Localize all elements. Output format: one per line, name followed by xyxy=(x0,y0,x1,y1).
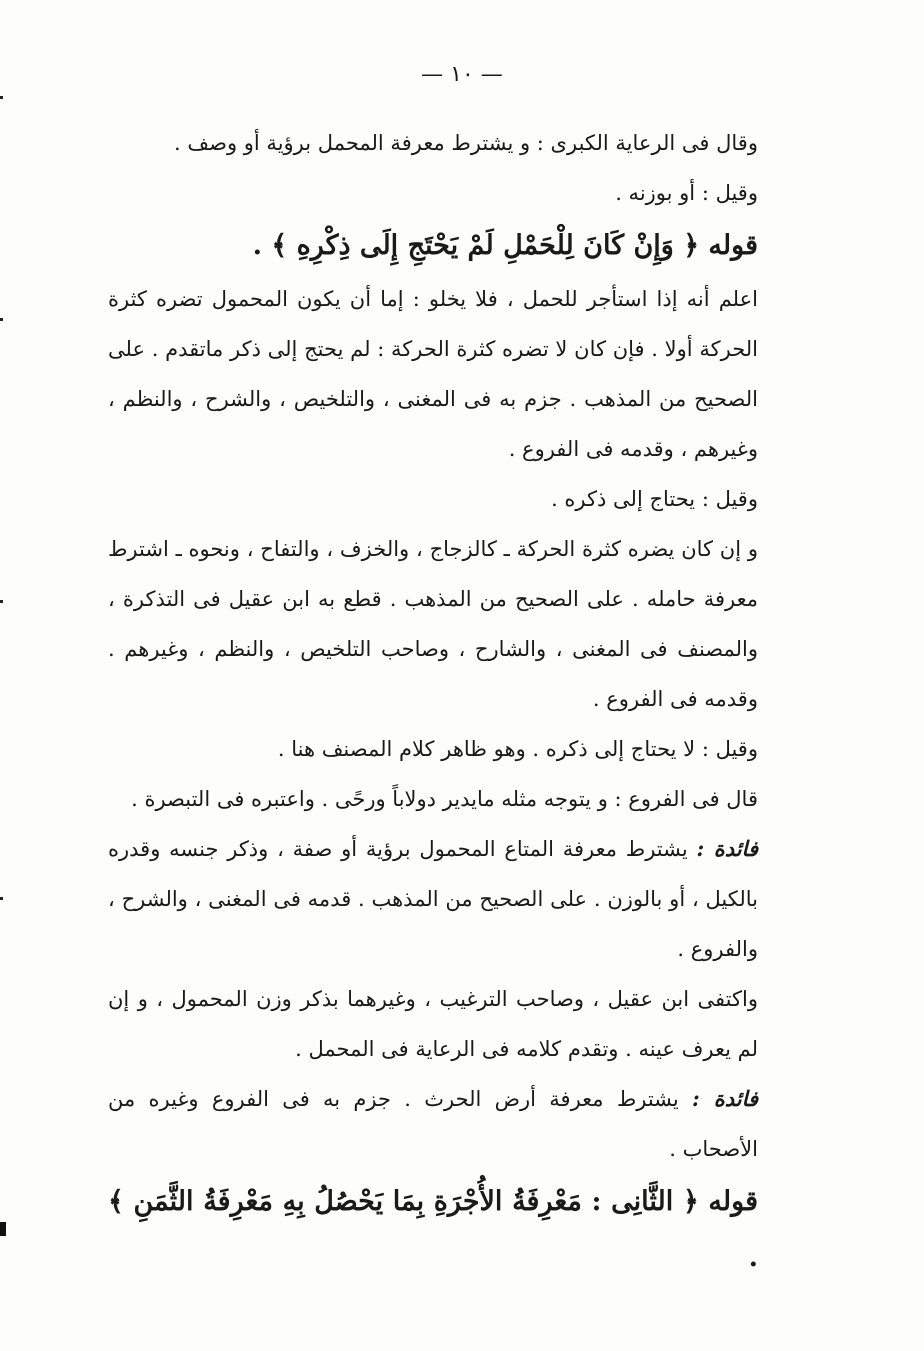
paragraph-haraka: اعلم أنه إذا استأجر للحمل ، فلا يخلو : إما أن يكون المحمول تضره كثرة الحركة أولا . فإن كان لا تضره كثرة الحركة : لم يحتج إلى ذكر ماتقدم . على الصحيح من المذهب . جزم به فى المغنى ، والتلخيص ، والشرح ، والنظم ، وغيرهم ، وقدمه فى الفروع . xyxy=(108,287,758,461)
paragraph-yahtaj: وقيل : يحتاج إلى ذكره . xyxy=(551,487,758,511)
paragraph-faida-harth xyxy=(108,1074,758,1174)
paragraph-la-yahtaj: وقيل : لا يحتاج إلى ذكره . وهو ظاهر كلام المصنف هنا . xyxy=(277,737,758,761)
scan-edge-mark xyxy=(0,897,3,900)
scan-edge-block xyxy=(0,1222,6,1236)
paragraph-faida-mataa xyxy=(108,824,758,974)
paragraph-wazn: وقيل : أو بوزنه . xyxy=(615,181,758,205)
paragraph-zujaj: و إن كان يضره كثرة الحركة ـ كالزجاج ، والخزف ، والتفاح ، ونحوه ـ اشترط معرفة حامله . على الصحيح من المذهب . قطع به ابن عقيل فى التذكرة ، والمصنف فى المغنى ، والشارح ، وصاحب التلخيص ، والنظم ، وغيرهم . وقدمه فى الفروع . xyxy=(108,537,758,711)
quote-heading-haml: قوله ﴿ وَإِنْ كَانَ لِلْحَمْلِ لَمْ يَحْتَجِ إِلَى ذِكْرِهِ ﴾ . xyxy=(252,230,758,261)
scan-edge-mark xyxy=(0,600,3,603)
scan-edge-mark xyxy=(0,96,3,99)
scan-edge-mark xyxy=(0,318,3,321)
page-number: — ١٠ — xyxy=(421,62,503,87)
page-body xyxy=(108,118,758,1286)
faida-text: يشترط معرفة المتاع المحمول برؤية أو صفة ، وذكر جنسه وقدره بالكيل ، أو بالوزن . على الصحيح من المذهب . قدمه فى المغنى ، والشرح ، والفروع . xyxy=(108,837,758,961)
faida-label: فائدة : xyxy=(696,836,758,861)
paragraph-riaya-kubra: وقال فى الرعاية الكبرى : و يشترط معرفة المحمل برؤية أو وصف . xyxy=(174,131,758,155)
faida-label: فائدة : xyxy=(692,1086,759,1111)
paragraph-ibn-aqil: واكتفى ابن عقيل ، وصاحب الترغيب ، وغيرهما بذكر وزن المحمول ، و إن لم يعرف عينه . وتقدم كلامه فى الرعاية فى المحمل . xyxy=(108,987,758,1061)
faida-text: يشترط معرفة أرض الحرث . جزم به فى الفروع وغيره من الأصحاب . xyxy=(108,1087,758,1161)
quote-heading-ujra: قوله ﴿ الثَّانِى : مَعْرِفَةُ الأُجْرَةِ بِمَا يَحْصُلُ بِهِ مَعْرِفَةُ الثَّمَنِ ﴾ . xyxy=(108,1186,758,1273)
paragraph-furu: قال فى الفروع : و يتوجه مثله مايدير دولاباً ورحًى . واعتبره فى التبصرة . xyxy=(131,787,758,811)
